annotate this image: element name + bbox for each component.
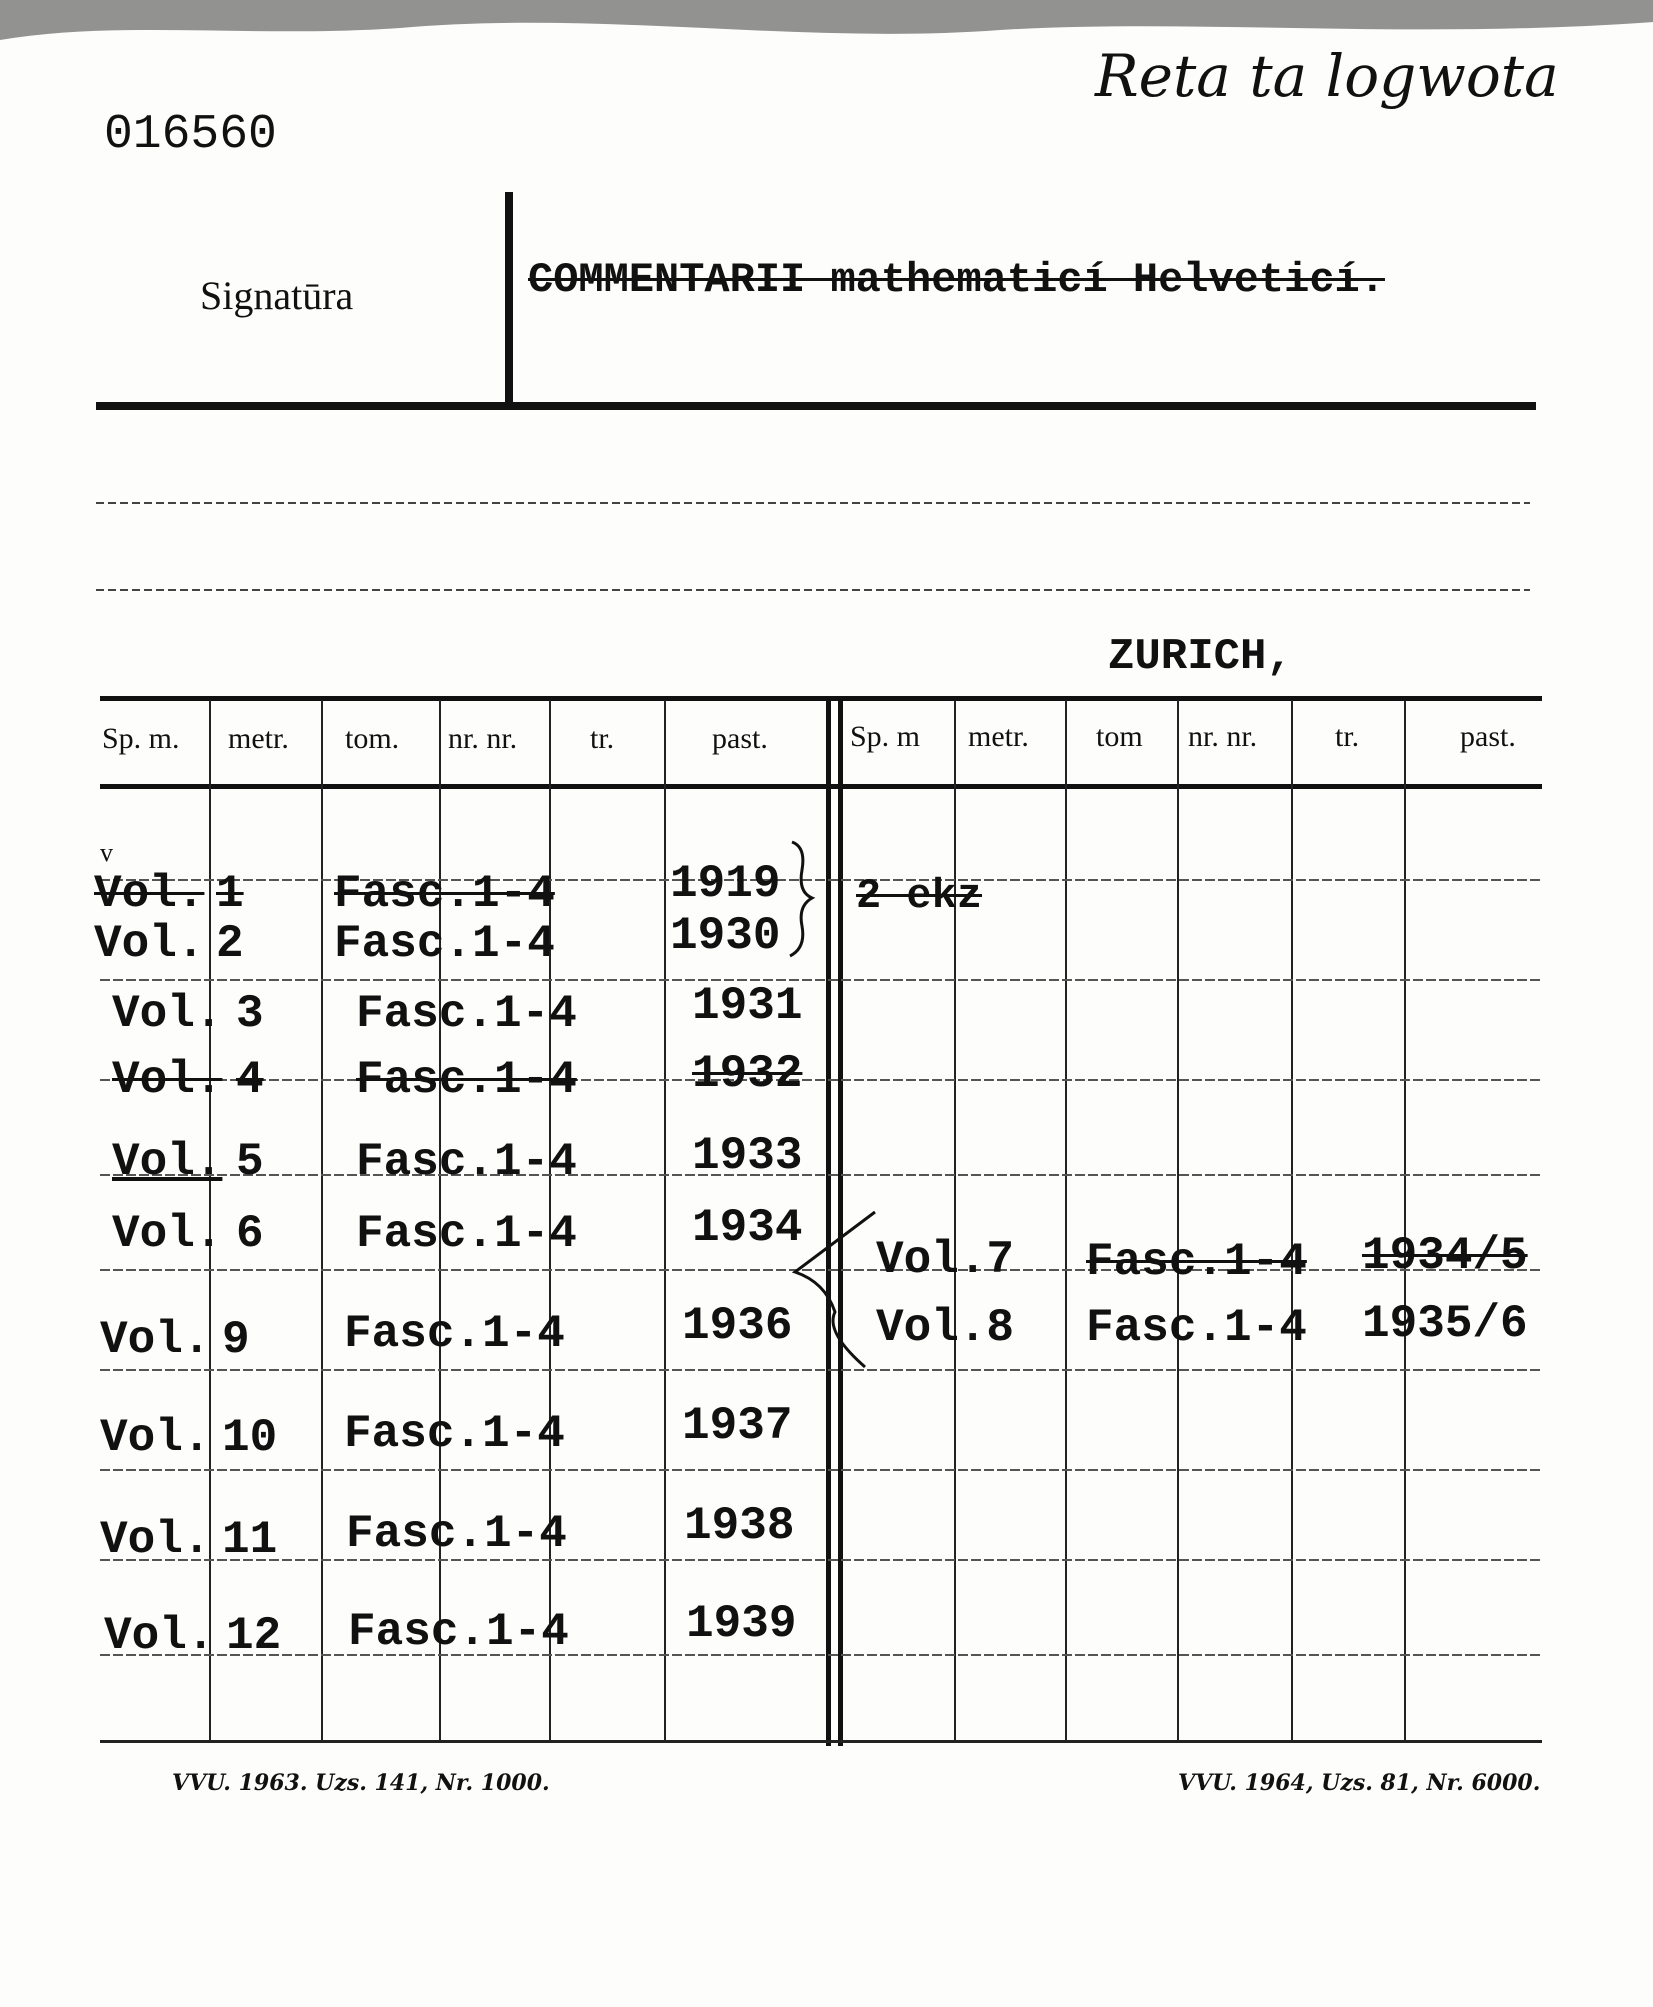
col-header-spm-right: Sp. m bbox=[850, 720, 921, 753]
row-year: 1934 bbox=[692, 1202, 803, 1254]
row-fasc: Fasc.1-4 bbox=[348, 1606, 569, 1658]
row-vol-number: 1 bbox=[216, 868, 244, 920]
copies-note: 2 ekz bbox=[856, 872, 983, 920]
right-entry-year: 1934/5 bbox=[1362, 1230, 1528, 1282]
row-fasc: Fasc.1-4 bbox=[356, 1054, 577, 1106]
row-fasc: Fasc.1-4 bbox=[344, 1308, 565, 1360]
row-vol-label: Vol. bbox=[112, 988, 223, 1040]
right-entry-year: 1935/6 bbox=[1362, 1298, 1528, 1350]
row-fasc: Fasc.1-4 bbox=[356, 1136, 577, 1188]
row-mark: v bbox=[100, 838, 113, 867]
row-vol-number: 10 bbox=[222, 1412, 278, 1464]
footer-stamp-right: VVU. 1964, Uzs. 81, Nr. 6000. bbox=[1178, 1770, 1541, 1796]
col-header-spm: Sp. m. bbox=[102, 722, 180, 755]
row-vol-label: Vol. bbox=[112, 1136, 223, 1188]
row-year: 1932 bbox=[692, 1048, 803, 1100]
right-entry-vol: Vol.8 bbox=[876, 1302, 1015, 1354]
col-header-metr-right: metr. bbox=[968, 720, 1029, 753]
row-vol-number: 11 bbox=[222, 1514, 278, 1566]
row-vol-label: Vol. bbox=[100, 1514, 211, 1566]
row-fasc: Fasc.1-4 bbox=[356, 988, 577, 1040]
handwritten-note: Reta ta logwota bbox=[1095, 42, 1559, 110]
row-year: 1938 bbox=[684, 1500, 795, 1552]
footer-stamp-left: VVU. 1963. Uzs. 141, Nr. 1000. bbox=[172, 1770, 550, 1796]
row-year: 1931 bbox=[692, 980, 803, 1032]
row-fasc: Fasc.1-4 bbox=[356, 1208, 577, 1260]
col-header-tr-right: tr. bbox=[1335, 720, 1360, 753]
row-vol-label: Vol. bbox=[112, 1054, 223, 1106]
signature-label: Signatūra bbox=[200, 273, 354, 318]
row-year: 1936 bbox=[682, 1300, 793, 1352]
row-vol-number: 3 bbox=[236, 988, 264, 1040]
row-vol-number: 12 bbox=[226, 1610, 282, 1662]
row-vol-label: Vol. bbox=[112, 1208, 223, 1260]
row-fasc: Fasc.1-4 bbox=[334, 868, 555, 920]
col-header-metr: metr. bbox=[228, 722, 289, 755]
row-year: 1939 bbox=[686, 1598, 797, 1650]
row-year: 1937 bbox=[682, 1400, 793, 1452]
col-header-nrnr: nr. nr. bbox=[448, 722, 518, 755]
row-vol-number: 6 bbox=[236, 1208, 264, 1260]
place-label: ZURICH, bbox=[1108, 632, 1293, 682]
row-vol-number: 9 bbox=[222, 1314, 250, 1366]
row-vol-number: 5 bbox=[236, 1136, 264, 1188]
col-header-past-right: past. bbox=[1460, 720, 1516, 753]
row-vol-label: Vol. bbox=[100, 1314, 211, 1366]
row-fasc: Fasc.1-4 bbox=[334, 918, 555, 970]
journal-title: COMMENTARII mathematicí Helveticí. bbox=[528, 256, 1385, 304]
row-year: 1930 bbox=[670, 910, 781, 962]
row-vol-label: Vol. bbox=[104, 1610, 215, 1662]
col-header-tom: tom. bbox=[345, 722, 400, 755]
row-fasc: Fasc.1-4 bbox=[346, 1508, 567, 1560]
right-entry-fasc: Fasc.1-4 bbox=[1086, 1236, 1307, 1288]
col-header-tr: tr. bbox=[590, 722, 615, 755]
right-entry-fasc: Fasc.1-4 bbox=[1086, 1302, 1307, 1354]
row-year: 1933 bbox=[692, 1130, 803, 1182]
row-vol-number: 2 bbox=[216, 918, 244, 970]
col-header-past: past. bbox=[712, 722, 768, 755]
row-vol-number: 4 bbox=[236, 1054, 264, 1106]
card-number: 016560 bbox=[104, 108, 277, 162]
row-vol-label: Vol. bbox=[94, 918, 205, 970]
row-year: 1919 bbox=[670, 858, 781, 910]
row-fasc: Fasc.1-4 bbox=[344, 1408, 565, 1460]
col-header-tom-right: tom bbox=[1096, 720, 1143, 753]
col-header-nrnr-right: nr. nr. bbox=[1188, 720, 1258, 753]
row-vol-label: Vol. bbox=[100, 1412, 211, 1464]
right-entry-vol: Vol.7 bbox=[876, 1234, 1015, 1286]
row-vol-label: Vol. bbox=[94, 868, 205, 920]
